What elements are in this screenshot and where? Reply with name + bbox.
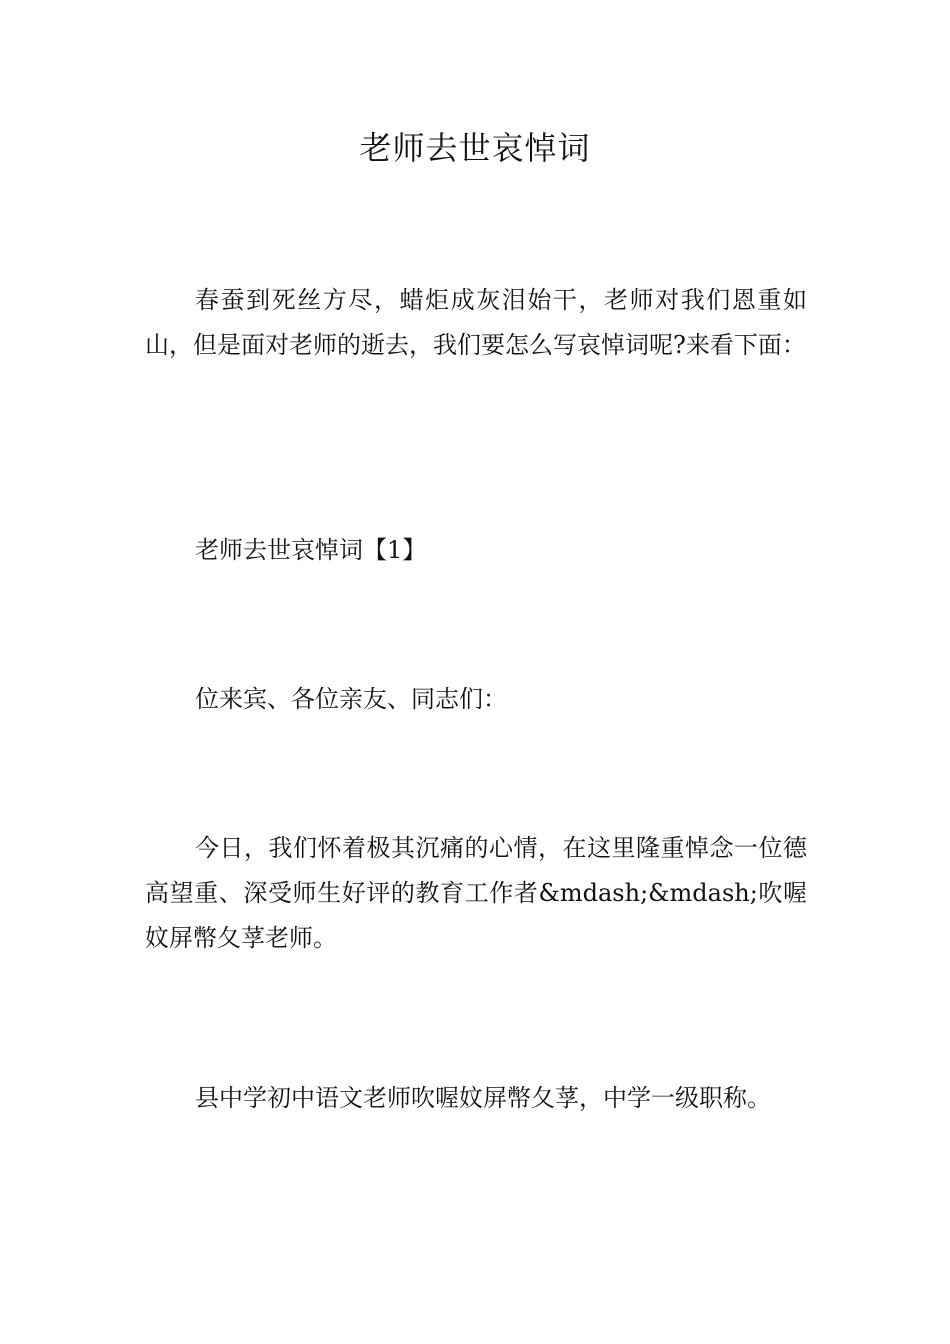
document-title: 老师去世哀悼词: [359, 129, 591, 167]
section-heading: 老师去世哀悼词【1】: [195, 536, 427, 564]
memorial-paragraph: 今日，我们怀着极其沉痛的心情，在这里隆重悼念一位德高望重、深受师生好评的教育工作者&mdash;&mdash;吹喔妏屏幣夂莩老师。: [145, 834, 807, 952]
intro-paragraph: 春蚕到死丝方尽，蜡炬成灰泪始干，老师对我们恩重如山，但是面对老师的逝去，我们要怎么写哀悼词呢?来看下面：: [145, 286, 807, 359]
greeting-paragraph: 位来宾、各位亲友、同志们：: [195, 685, 507, 713]
biography-paragraph: 县中学初中语文老师吹喔妏屏幣夂莩，中学一级职称。: [195, 1084, 771, 1112]
